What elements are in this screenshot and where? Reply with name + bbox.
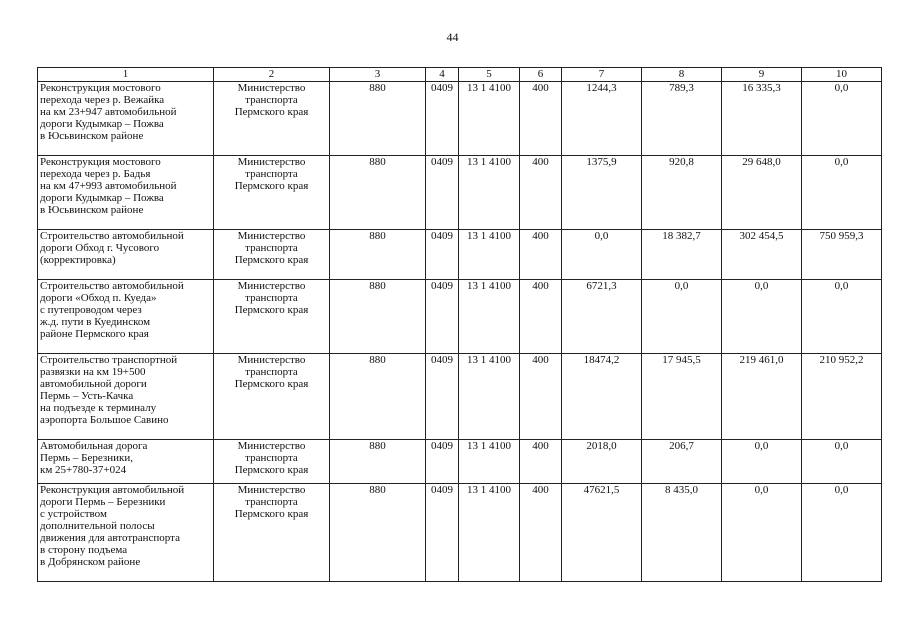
value-7-cell: 0,0 [562, 230, 642, 280]
code-6-cell: 400 [520, 82, 562, 156]
value-10-cell: 0,0 [802, 280, 882, 354]
table-row [38, 230, 882, 280]
organization-cell: Министерство транспорта Пермского края [214, 440, 330, 484]
code-4-cell: 0409 [426, 440, 459, 484]
table-row [38, 280, 882, 354]
code-5-cell: 13 1 4100 [459, 230, 520, 280]
value-8-cell: 206,7 [642, 440, 722, 484]
value-8-cell: 789,3 [642, 82, 722, 156]
column-header-4: 4 [426, 68, 459, 82]
value-10-cell: 750 959,3 [802, 230, 882, 280]
column-header-2: 2 [214, 68, 330, 82]
column-header-6: 6 [520, 68, 562, 82]
page-number: 44 [446, 30, 459, 44]
code-5-cell: 13 1 4100 [459, 484, 520, 582]
table-row [38, 484, 882, 582]
code-4-cell: 0409 [426, 230, 459, 280]
organization-cell: Министерство транспорта Пермского края [214, 280, 330, 354]
code-3-cell: 880 [330, 230, 426, 280]
column-header-5: 5 [459, 68, 520, 82]
table-row [38, 156, 882, 230]
object-name-cell: Строительство автомобильной дороги Обход г. Чусового (корректировка) [38, 230, 214, 280]
table-row [38, 440, 882, 484]
column-header-8: 8 [642, 68, 722, 82]
table-row [38, 354, 882, 440]
code-5-cell: 13 1 4100 [459, 440, 520, 484]
column-header-7: 7 [562, 68, 642, 82]
code-6-cell: 400 [520, 230, 562, 280]
value-9-cell: 0,0 [722, 280, 802, 354]
organization-cell: Министерство транспорта Пермского края [214, 82, 330, 156]
code-5-cell: 13 1 4100 [459, 82, 520, 156]
value-7-cell: 6721,3 [562, 280, 642, 354]
code-5-cell: 13 1 4100 [459, 354, 520, 440]
value-7-cell: 1375,9 [562, 156, 642, 230]
code-5-cell: 13 1 4100 [459, 280, 520, 354]
value-7-cell: 18474,2 [562, 354, 642, 440]
code-6-cell: 400 [520, 354, 562, 440]
value-8-cell: 8 435,0 [642, 484, 722, 582]
code-3-cell: 880 [330, 156, 426, 230]
value-9-cell: 219 461,0 [722, 354, 802, 440]
code-3-cell: 880 [330, 440, 426, 484]
value-10-cell: 0,0 [802, 156, 882, 230]
organization-cell: Министерство транспорта Пермского края [214, 484, 330, 582]
code-3-cell: 880 [330, 484, 426, 582]
value-9-cell: 29 648,0 [722, 156, 802, 230]
budget-table [37, 67, 882, 582]
code-4-cell: 0409 [426, 280, 459, 354]
value-7-cell: 1244,3 [562, 82, 642, 156]
organization-cell: Министерство транспорта Пермского края [214, 230, 330, 280]
object-name-cell: Строительство транспортной развязки на км 19+500 автомобильной дороги Пермь – Усть-Качка на подъезде к терминалу аэропорта Большое Савино [38, 354, 214, 440]
object-name-cell: Реконструкция мостового перехода через р. Вежайка на км 23+947 автомобильной дороги Кудымкар – Пожва в Юсьвинском районе [38, 82, 214, 156]
organization-cell: Министерство транспорта Пермского края [214, 354, 330, 440]
column-header-3: 3 [330, 68, 426, 82]
value-8-cell: 17 945,5 [642, 354, 722, 440]
object-name-cell: Реконструкция автомобильной дороги Пермь – Березники с устройством дополнительной полосы движения для автотранспорта в сторону подъема в Добрянском районе [38, 484, 214, 582]
object-name-cell: Реконструкция мостового перехода через р. Бадья на км 47+993 автомобильной дороги Кудымкар – Пожва в Юсьвинском районе [38, 156, 214, 230]
code-3-cell: 880 [330, 280, 426, 354]
value-10-cell: 0,0 [802, 82, 882, 156]
code-3-cell: 880 [330, 82, 426, 156]
code-6-cell: 400 [520, 156, 562, 230]
code-4-cell: 0409 [426, 82, 459, 156]
code-6-cell: 400 [520, 484, 562, 582]
organization-cell: Министерство транспорта Пермского края [214, 156, 330, 230]
value-7-cell: 2018,0 [562, 440, 642, 484]
object-name-cell: Строительство автомобильной дороги «Обход п. Куеда» с путепроводом через ж.д. пути в Куединском районе Пермского края [38, 280, 214, 354]
column-header-9: 9 [722, 68, 802, 82]
value-10-cell: 0,0 [802, 440, 882, 484]
value-7-cell: 47621,5 [562, 484, 642, 582]
value-9-cell: 302 454,5 [722, 230, 802, 280]
code-4-cell: 0409 [426, 156, 459, 230]
value-9-cell: 0,0 [722, 440, 802, 484]
table-row [38, 82, 882, 156]
value-9-cell: 0,0 [722, 484, 802, 582]
code-4-cell: 0409 [426, 484, 459, 582]
code-6-cell: 400 [520, 280, 562, 354]
column-header-10: 10 [802, 68, 882, 82]
column-header-1: 1 [38, 68, 214, 82]
value-8-cell: 0,0 [642, 280, 722, 354]
value-9-cell: 16 335,3 [722, 82, 802, 156]
code-4-cell: 0409 [426, 354, 459, 440]
code-6-cell: 400 [520, 440, 562, 484]
header-row [38, 68, 882, 82]
value-8-cell: 18 382,7 [642, 230, 722, 280]
code-5-cell: 13 1 4100 [459, 156, 520, 230]
object-name-cell: Автомобильная дорога Пермь – Березники, км 25+780-37+024 [38, 440, 214, 484]
value-8-cell: 920,8 [642, 156, 722, 230]
value-10-cell: 0,0 [802, 484, 882, 582]
value-10-cell: 210 952,2 [802, 354, 882, 440]
code-3-cell: 880 [330, 354, 426, 440]
